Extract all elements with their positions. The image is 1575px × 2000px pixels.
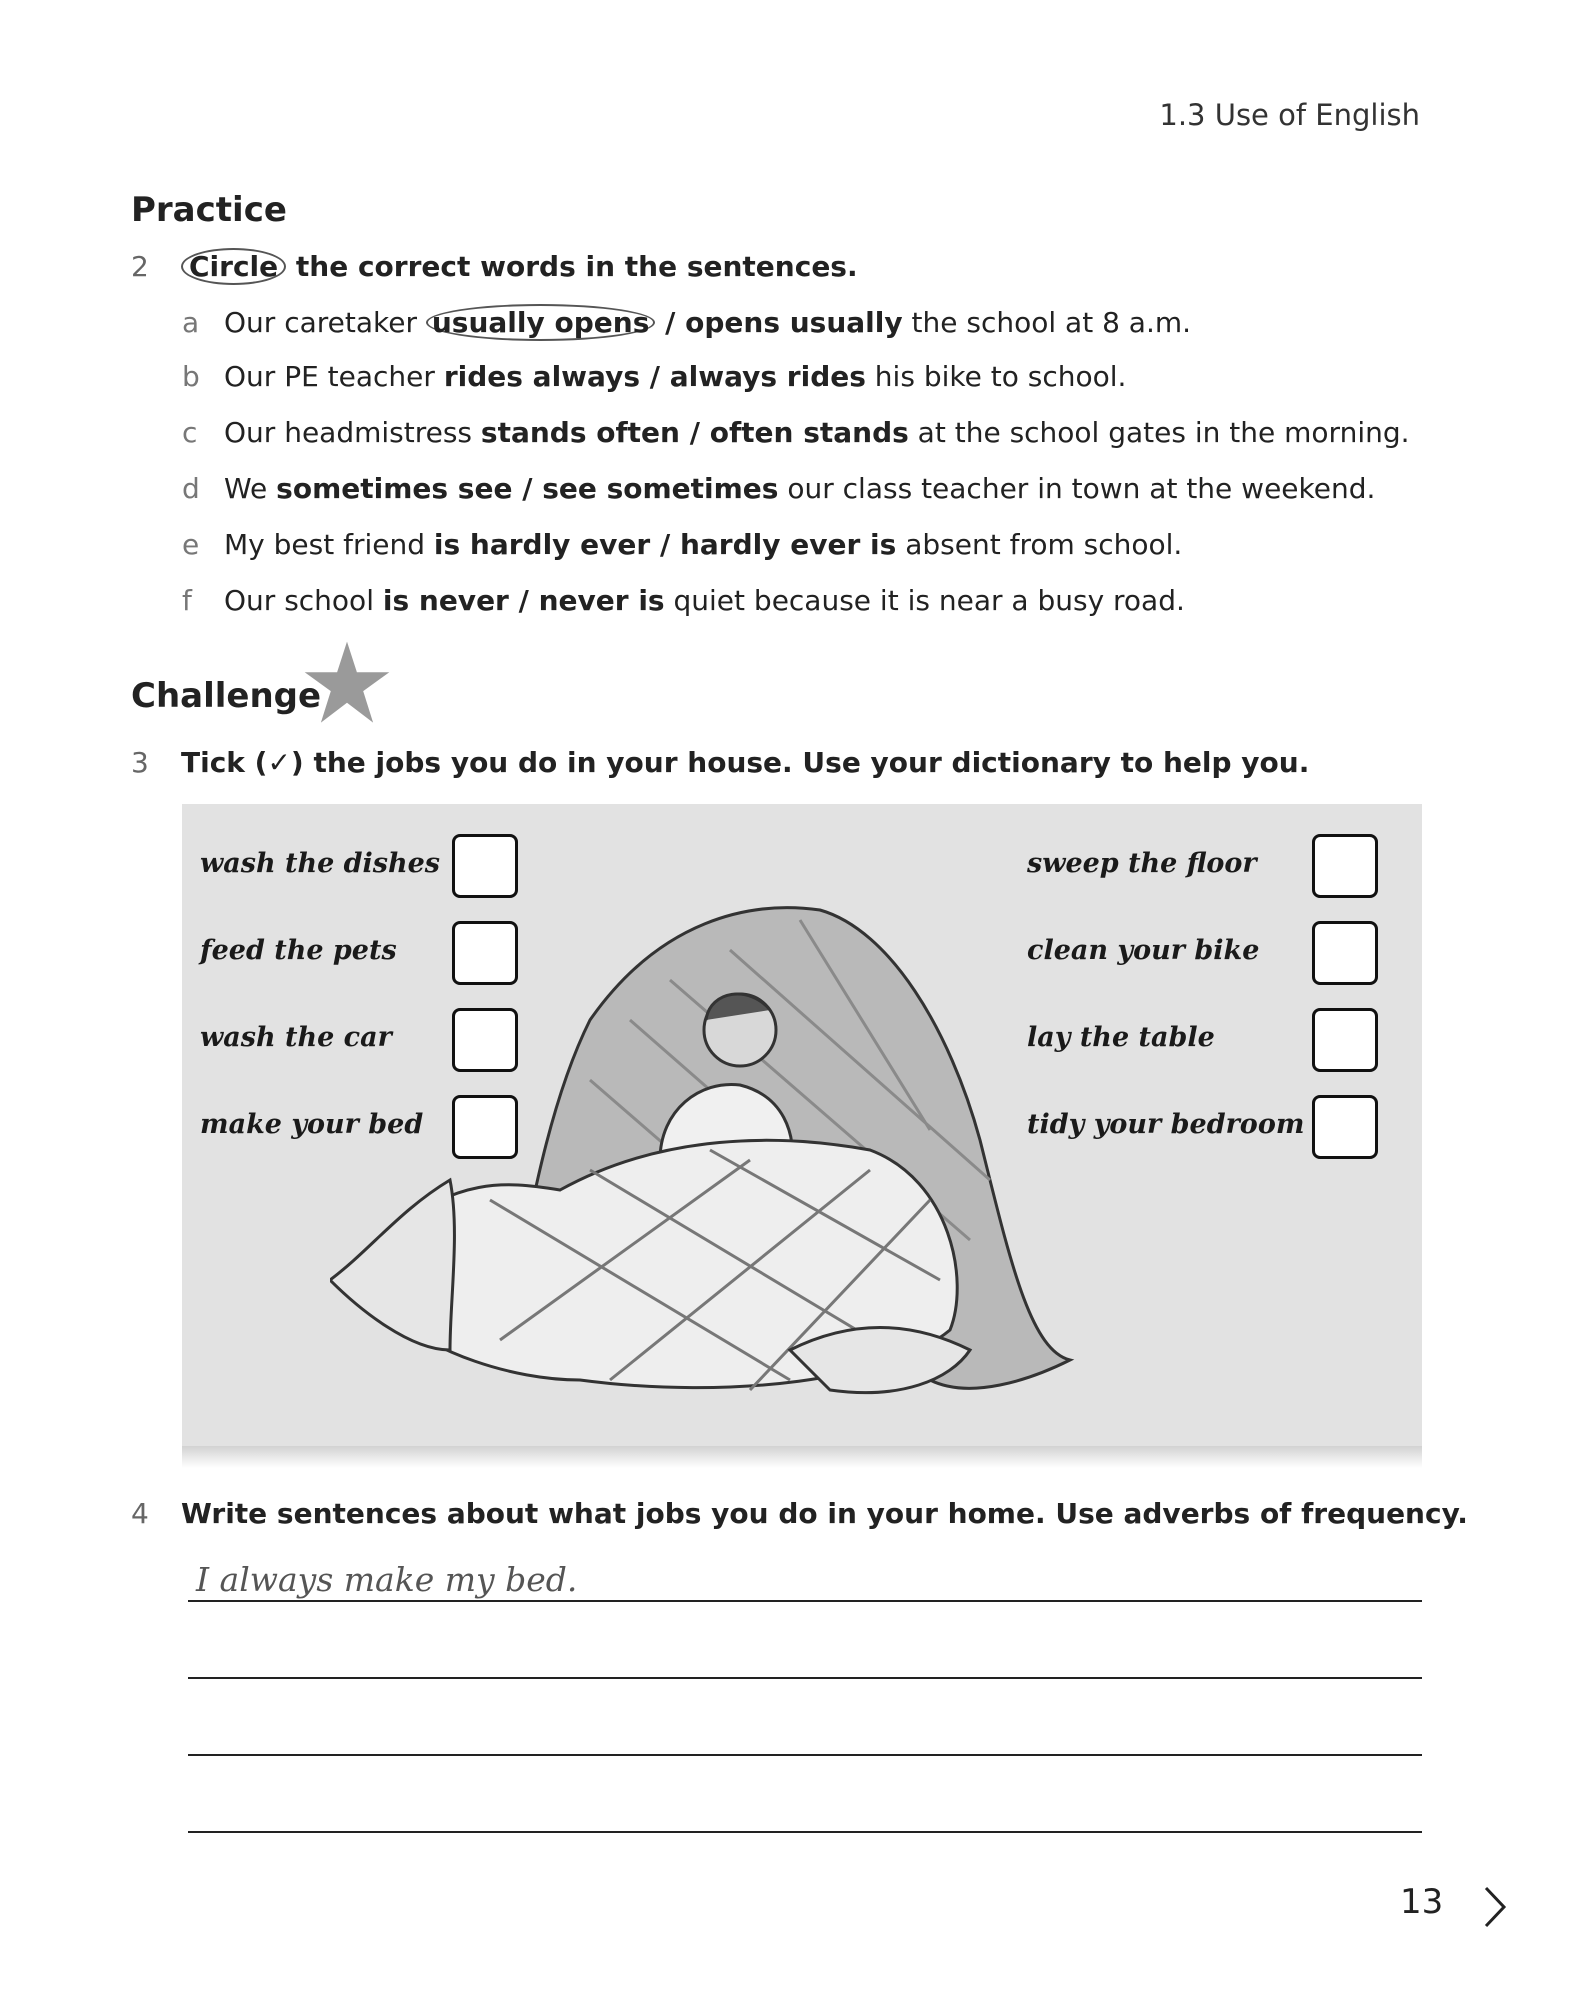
section-header: 1.3 Use of English bbox=[1159, 98, 1420, 132]
challenge-title: Challenge bbox=[131, 676, 322, 716]
circle-word: Circle bbox=[181, 248, 286, 285]
question-number: 3 bbox=[131, 746, 149, 779]
option-1[interactable]: stands often bbox=[480, 416, 680, 449]
option-2[interactable]: always rides bbox=[669, 360, 866, 393]
separator: / bbox=[512, 472, 543, 505]
option-2[interactable]: opens usually bbox=[685, 306, 903, 339]
job-clean-your-bike: clean your bike bbox=[1027, 935, 1260, 966]
sentence-pre: My best friend bbox=[224, 528, 434, 561]
separator: / bbox=[655, 306, 686, 339]
example-answer: I always make my bed. bbox=[196, 1560, 578, 1599]
instruction-text: the correct words in the sentences. bbox=[295, 250, 858, 283]
sentence-post: absent from school. bbox=[896, 528, 1183, 561]
separator: / bbox=[508, 584, 539, 617]
question-number: 4 bbox=[131, 1497, 149, 1530]
boy-under-blanket-illustration bbox=[330, 880, 1130, 1420]
sentence-post: our class teacher in town at the weekend. bbox=[778, 472, 1376, 505]
job-sweep-the-floor: sweep the floor bbox=[1027, 848, 1257, 879]
job-wash-the-car: wash the car bbox=[200, 1022, 392, 1053]
sentence-post: the school at 8 a.m. bbox=[902, 306, 1192, 339]
job-tidy-your-bedroom: tidy your bedroom bbox=[1027, 1109, 1305, 1140]
option-1[interactable]: is hardly ever bbox=[433, 528, 651, 561]
practice-title: Practice bbox=[131, 190, 287, 230]
tick-box-wash-the-dishes[interactable] bbox=[452, 834, 518, 898]
option-1[interactable]: is never bbox=[382, 584, 509, 617]
tick-box-make-your-bed[interactable] bbox=[452, 1095, 518, 1159]
separator: / bbox=[650, 528, 680, 561]
option-1-circled[interactable]: usually opens bbox=[426, 304, 656, 341]
sentence-c bbox=[182, 416, 1410, 449]
sentence-pre: Our school bbox=[224, 584, 383, 617]
option-2[interactable]: hardly ever is bbox=[679, 528, 897, 561]
tick-box-clean-your-bike[interactable] bbox=[1312, 921, 1378, 985]
item-letter: f bbox=[182, 584, 192, 617]
writing-line[interactable] bbox=[188, 1831, 1422, 1833]
writing-line[interactable] bbox=[188, 1677, 1422, 1679]
option-1[interactable]: rides always bbox=[443, 360, 640, 393]
separator: / bbox=[679, 416, 710, 449]
sentence-post: at the school gates in the morning. bbox=[908, 416, 1410, 449]
question-4-instruction bbox=[131, 1497, 1468, 1530]
star-icon bbox=[302, 638, 392, 728]
item-letter: c bbox=[182, 416, 198, 449]
item-letter: b bbox=[182, 360, 200, 393]
item-letter: e bbox=[182, 528, 200, 561]
writing-line[interactable] bbox=[188, 1600, 1422, 1602]
option-2[interactable]: often stands bbox=[709, 416, 909, 449]
sentence-pre: Our caretaker bbox=[224, 306, 426, 339]
job-make-your-bed: make your bed bbox=[200, 1109, 424, 1140]
sentence-b bbox=[182, 360, 1126, 393]
sentence-pre: Our headmistress bbox=[224, 416, 481, 449]
sentence-f bbox=[182, 584, 1185, 617]
tick-box-wash-the-car[interactable] bbox=[452, 1008, 518, 1072]
item-letter: d bbox=[182, 472, 200, 505]
chevron-right-icon[interactable] bbox=[1480, 1882, 1510, 1932]
job-lay-the-table: lay the table bbox=[1027, 1022, 1215, 1053]
item-letter: a bbox=[182, 306, 200, 339]
tick-box-lay-the-table[interactable] bbox=[1312, 1008, 1378, 1072]
sentence-post: his bike to school. bbox=[865, 360, 1127, 393]
question-number: 2 bbox=[131, 250, 149, 283]
instruction-text: Write sentences about what jobs you do in your home. Use adverbs of frequency. bbox=[181, 1497, 1468, 1530]
page-number: 13 bbox=[1400, 1882, 1444, 1922]
tick-box-feed-the-pets[interactable] bbox=[452, 921, 518, 985]
instruction-text: Tick (✓) the jobs you do in your house. Use your dictionary to help you. bbox=[181, 746, 1310, 779]
separator: / bbox=[640, 360, 670, 393]
question-3-instruction bbox=[131, 746, 1309, 779]
sentence-a bbox=[182, 304, 1191, 341]
panel-shadow bbox=[182, 1446, 1422, 1468]
tick-box-sweep-the-floor[interactable] bbox=[1312, 834, 1378, 898]
job-wash-the-dishes: wash the dishes bbox=[200, 848, 440, 879]
option-2[interactable]: never is bbox=[538, 584, 665, 617]
sentence-d bbox=[182, 472, 1375, 505]
sentence-e bbox=[182, 528, 1182, 561]
tick-box-tidy-your-bedroom[interactable] bbox=[1312, 1095, 1378, 1159]
job-feed-the-pets: feed the pets bbox=[200, 935, 397, 966]
sentence-pre: We bbox=[224, 472, 277, 505]
question-2-instruction bbox=[131, 248, 858, 285]
writing-line[interactable] bbox=[188, 1754, 1422, 1756]
sentence-post: quiet because it is near a busy road. bbox=[664, 584, 1185, 617]
sentence-pre: Our PE teacher bbox=[224, 360, 444, 393]
option-2[interactable]: see sometimes bbox=[542, 472, 779, 505]
option-1[interactable]: sometimes see bbox=[276, 472, 513, 505]
